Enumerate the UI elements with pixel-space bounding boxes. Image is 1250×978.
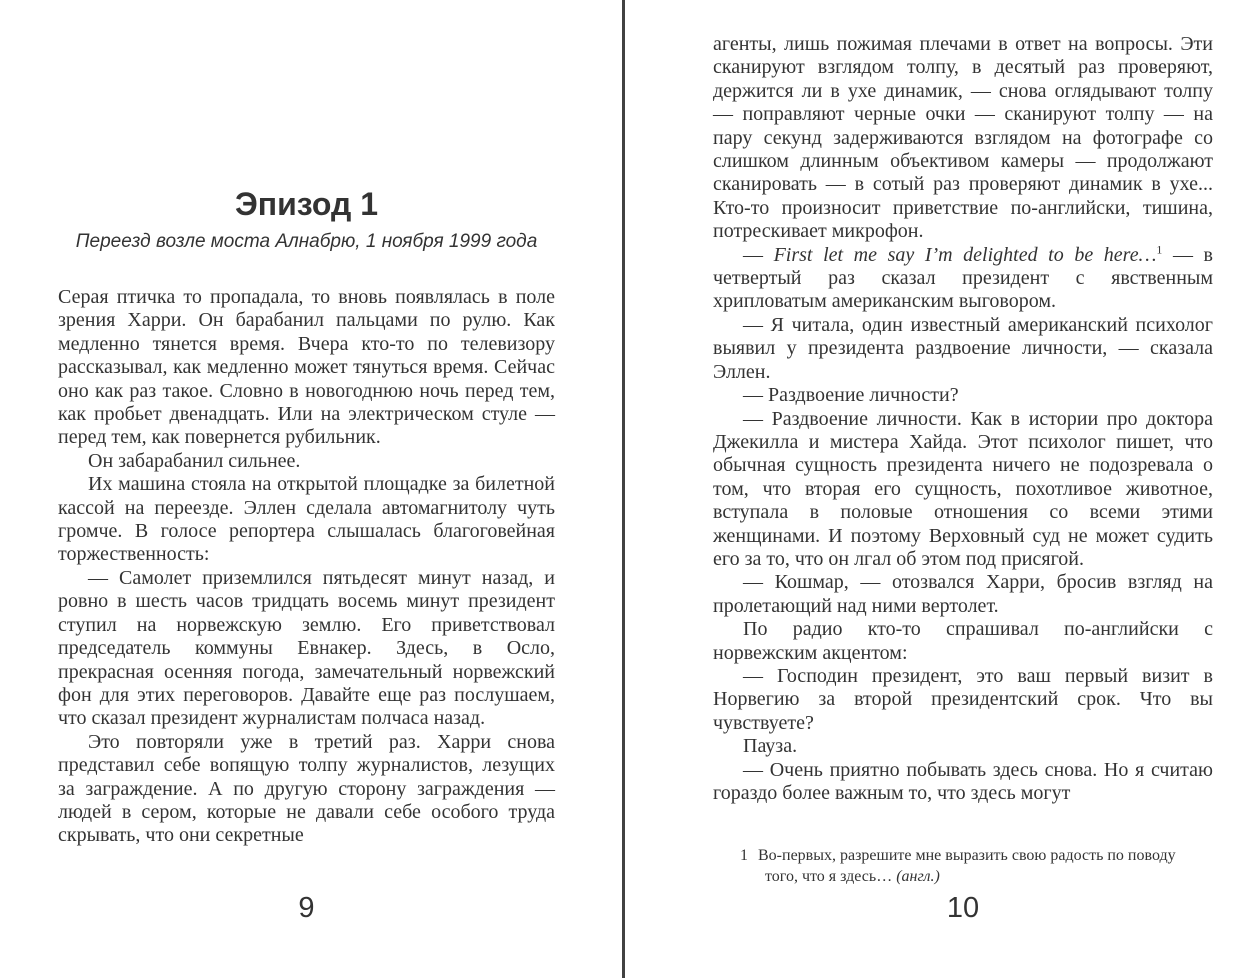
right-page-body-text bbox=[713, 33, 1213, 805]
paragraph: Он забарабанил сильнее. bbox=[88, 449, 301, 472]
paragraph: — Господин президент, это ваш первый визит в Норвегию за второй президентский срок. Что вы чувствуете? bbox=[713, 664, 1213, 734]
paragraph: — Я читала, один известный американский психолог выявил у президента раздвоение личности, — сказала Эллен. bbox=[713, 313, 1213, 383]
left-page-body-text bbox=[58, 286, 555, 848]
paragraph: — Раздвоение личности? bbox=[743, 384, 959, 407]
paragraph: — Кошмар, — отозвался Харри, бросив взгляд на пролетающий над ними вертолет. bbox=[713, 571, 1213, 617]
left-page bbox=[58, 0, 555, 978]
paragraph: — Раздвоение личности. Как в истории про доктора Джекилла и мистера Хайда. Этот психолог пишет, что обычная сущность президента ничего не подозревала о том, что вторая его сущность, похотливое животное, вступала в половые отношения со всеми этими женщинами. И поэтому Верховный суд не может судить его за то, что он лгал об этом под присягой. bbox=[713, 407, 1213, 570]
paragraph: По радио кто-то спрашивал по-английски с норвежским акцентом: bbox=[713, 618, 1213, 664]
page-gutter-divider bbox=[622, 0, 625, 978]
paragraph: — Очень приятно побывать здесь снова. Но я считаю гораздо более важным то, что здесь могут bbox=[713, 758, 1213, 804]
paragraph: Серая птичка то пропадала, то вновь появлялась в поле зрения Харри. Он барабанил пальцами по рулю. Как медленно тянется время. Вчера кто-то по телевизору рассказывал, как медленно может тянуться время. Сейчас оно как раз такое. Словно в новогоднюю ночь перед тем, как пробьет двенадцать. Или на электрическом стуле — перед тем, как повернется рубильник. bbox=[58, 286, 555, 449]
paragraph: агенты, лишь пожимая плечами в ответ на вопросы. Эти сканируют взглядом толпу, в десятый раз проверяют, держится ли в ухе динамик, — снова оглядывают толпу — поправляют черные очки — сканируют толпу — на пару секунд задерживаются взглядом на фотографе со слишком длинным объективом камеры — продолжают сканировать — в сотый раз проверяют динамик в ухе... Кто-то произносит приветствие по-английски, тишина, потрескивает микрофон. bbox=[713, 33, 1213, 243]
right-page-number: 10 bbox=[946, 892, 980, 924]
chapter-subtitle: Переезд возле моста Алнабрю, 1 ноября 1999 года bbox=[75, 231, 538, 252]
footnote-marker: 1 bbox=[740, 847, 748, 864]
paragraph: Пауза. bbox=[743, 735, 798, 758]
paragraph: — Самолет приземлился пятьдесят минут назад, и ровно в шесть часов тридцать восемь минут президент ступил на норвежскую землю. Его приветствовал председатель коммуны Евнакер. Здесь, в Осло, прекрасная осенняя погода, замечательный норвежский фон для этих переговоров. Давайте еще раз послушаем, что сказал президент журналистам полчаса назад. bbox=[58, 566, 555, 730]
right-page bbox=[713, 0, 1213, 978]
left-page-number: 9 bbox=[298, 892, 315, 924]
paragraph: Это повторяли уже в третий раз. Харри снова представил себе вопящую толпу журналистов, лезущих за заграждение. А по другую сторону заграждения — людей в сером, которые не давали себе особого труда скрывать, что они секретные bbox=[58, 730, 555, 847]
footnote-text: Во-первых, разрешите мне выразить свою радость по поводу того, что я здесь… (англ.) bbox=[758, 847, 1176, 885]
paragraph: Их машина стояла на открытой площадке за билетной кассой на переезде. Эллен сделала автомагнитолу чуть громче. В голосе репортера слышалась благоговейная торжественность: bbox=[58, 473, 555, 566]
chapter-title: Эпизод 1 bbox=[235, 186, 378, 222]
paragraph: — First let me say I’m delighted to be here…$^1$ — в четвертый раз сказал президент с явственным хрипловатым американским выговором. bbox=[713, 242, 1213, 313]
footnote bbox=[740, 846, 1195, 887]
chapter-heading bbox=[58, 186, 555, 254]
